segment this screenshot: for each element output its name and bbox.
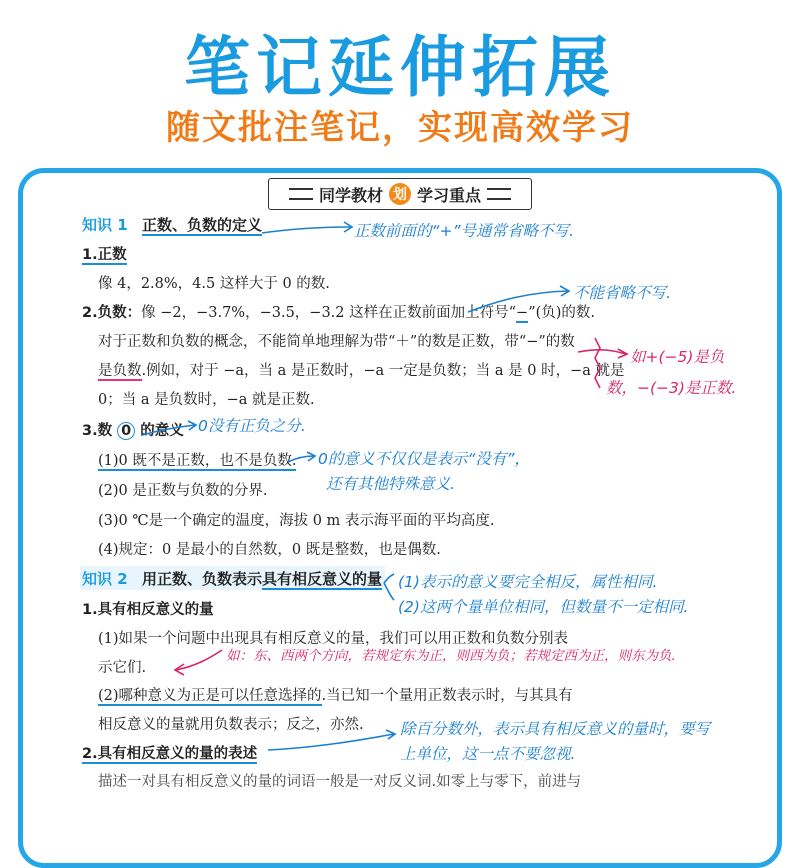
underlined-phrase: (2)哪种意义为正是可以任意选择的 bbox=[98, 688, 322, 704]
body-text-cut: 描述一对具有相反意义的量的词语一般是一对反义词.如零上与零下，前进与 bbox=[98, 774, 582, 790]
handwritten-note: 0的意义不仅仅是表示“没有”， bbox=[318, 450, 530, 468]
item-heading bbox=[82, 742, 257, 763]
handwritten-note: (2)这两个量单位相同，但数量不一定相同. bbox=[398, 598, 689, 616]
knowledge-heading-1 bbox=[82, 214, 262, 235]
page-title: 笔记延伸拓展 bbox=[184, 29, 616, 106]
minus-sign: − bbox=[516, 305, 529, 321]
body-text: 像 4，2.8%，4.5 这样大于 0 的数. bbox=[98, 276, 330, 292]
body-text: (2)0 是正数与负数的分界. bbox=[98, 483, 268, 499]
knowledge-heading-2 bbox=[82, 568, 382, 589]
item-heading-text: 2.具有相反意义的量的表述 bbox=[82, 746, 258, 762]
handwritten-note: 还有其他特殊意义. bbox=[326, 475, 455, 493]
handwritten-note: 数，−(−3)是正数. bbox=[606, 379, 737, 397]
body-text: 相反意义的量就用负数表示；反之，亦然. bbox=[98, 717, 364, 733]
zero-circled: 0 bbox=[117, 422, 135, 440]
item-heading-text: 的意义 bbox=[135, 423, 184, 439]
knowledge-title: 正数、负数的定义 bbox=[141, 216, 262, 234]
body-text: .例如，对于 −a，当 a 是正数时，−a 一定是负数；当 a 是 0 时，−a 就是 bbox=[141, 363, 625, 379]
body-text: 像 −2，−3.7%，−3.5，−3.2 这样在正数前面加上符号“ bbox=[141, 305, 517, 321]
body-text: 示它们. bbox=[98, 660, 147, 676]
body-text: .当已知一个量用正数表示时，与其具有 bbox=[321, 688, 573, 704]
body-text: 对于正数和负数的概念，不能简单地理解为带“＋”的数是正数，带“−”的数 bbox=[98, 334, 575, 350]
item-heading: 1.具有相反意义的量 bbox=[82, 602, 214, 618]
body-line bbox=[98, 359, 625, 380]
body-text: (3)0 ℃是一个确定的温度，海拔 0 m 表示海平面的平均高度. bbox=[98, 513, 495, 529]
page-subtitle: 随文批注笔记，实现高效学习 bbox=[166, 108, 634, 148]
item-heading-text: 1.正数 bbox=[82, 247, 127, 263]
item-heading-text: 2.负数： bbox=[82, 305, 142, 321]
knowledge-title: 用正数、负数表示 bbox=[141, 570, 262, 588]
highlight-circle-icon: 划 bbox=[389, 183, 411, 205]
body-text bbox=[98, 449, 296, 470]
decor-lines-icon bbox=[289, 188, 313, 200]
handwritten-note: (1)表示的意义要完全相反，属性相同. bbox=[398, 573, 658, 591]
handwritten-note: 如+(−5)是负 bbox=[630, 348, 725, 366]
body-text: (1)如果一个问题中出现具有相反意义的量，我们可以用正数和负数分别表 bbox=[98, 631, 569, 647]
handwritten-note: 上单位，这一点不要忽视. bbox=[400, 745, 576, 763]
underlined-phrase: 是负数 bbox=[98, 363, 142, 379]
handwritten-note: 正数前面的“+”号通常省略不写. bbox=[354, 222, 574, 240]
knowledge-tag: 知识 1 bbox=[82, 216, 128, 234]
section-badge bbox=[268, 178, 532, 210]
item-heading-text: 3.数 bbox=[82, 423, 118, 439]
body-text: (4)规定：0 是最小的自然数，0 既是整数，也是偶数. bbox=[98, 542, 441, 558]
body-text: ”(负)的数. bbox=[528, 305, 596, 321]
knowledge-title-underlined: 具有相反意义的量 bbox=[262, 570, 383, 588]
item-heading bbox=[82, 243, 127, 264]
badge-right-label: 学习重点 bbox=[417, 185, 482, 205]
item-line bbox=[82, 301, 595, 322]
handwritten-note: 不能省略不写. bbox=[573, 284, 671, 302]
knowledge-tag: 知识 2 bbox=[82, 570, 128, 588]
decor-lines-icon bbox=[487, 188, 511, 200]
body-line bbox=[98, 684, 573, 705]
badge-left-label: 同学教材 bbox=[318, 185, 383, 205]
underlined-phrase: (1)0 既不是正数，也不是负数. bbox=[98, 453, 297, 469]
handwritten-note: 0没有正负之分. bbox=[198, 417, 306, 435]
handwritten-note: 除百分数外，表示具有相反意义的量时，要写 bbox=[400, 720, 711, 738]
item-heading bbox=[82, 419, 184, 440]
handwritten-note: 如：东、西两个方向，若规定东为正，则西为负；若规定西为正，则东为负. bbox=[226, 648, 676, 664]
body-text: 0；当 a 是负数时，−a 就是正数. bbox=[98, 392, 315, 408]
